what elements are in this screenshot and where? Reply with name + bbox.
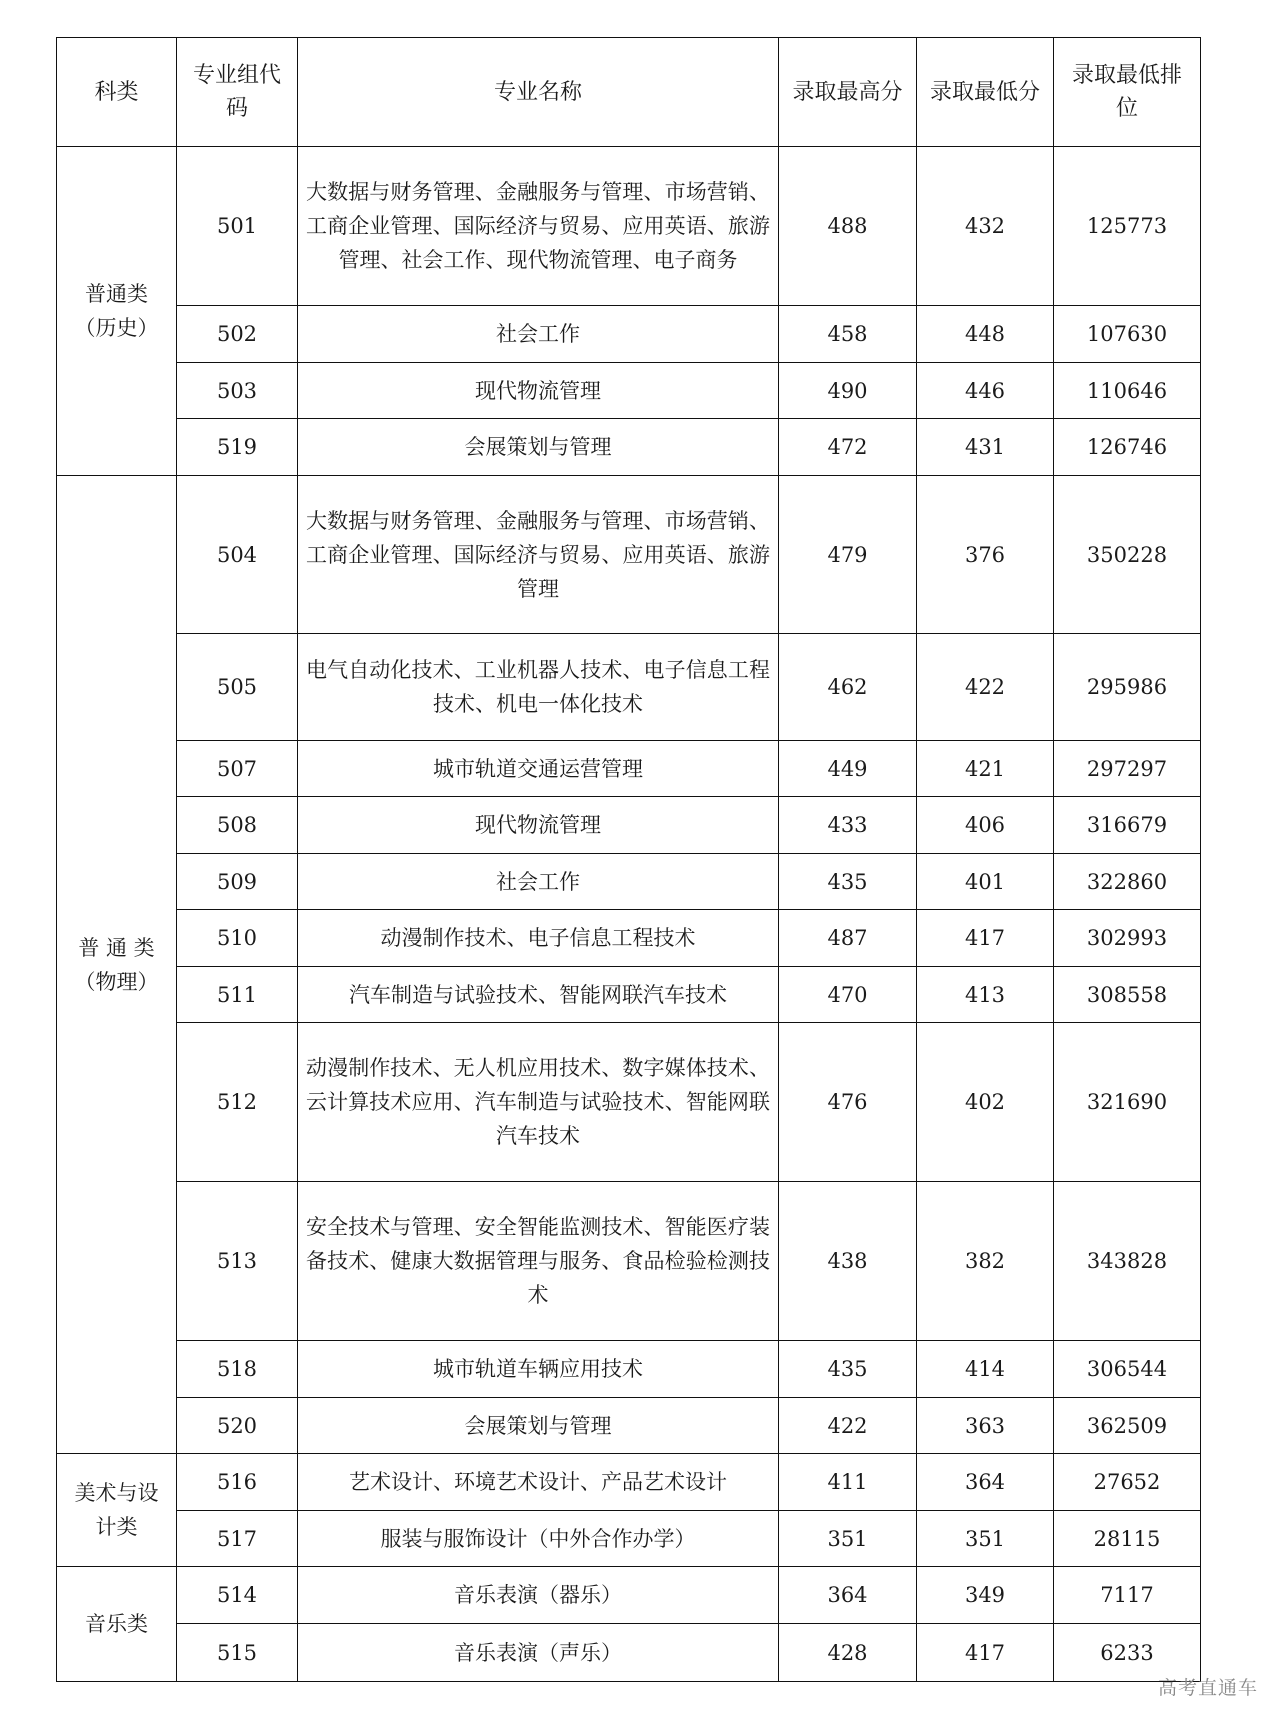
max-score: 458: [779, 306, 917, 363]
table-row: [57, 1398, 1201, 1454]
header-category: 科类: [57, 38, 177, 147]
min-score: 382: [917, 1182, 1054, 1341]
min-rank: 7117: [1054, 1567, 1201, 1624]
category-physics: 普 通 类（物理）: [57, 476, 177, 1454]
min-rank: 316679: [1054, 797, 1201, 854]
min-score: 446: [917, 363, 1054, 419]
group-code: 501: [177, 147, 298, 306]
table-row: [57, 476, 1201, 634]
max-score: 438: [779, 1182, 917, 1341]
group-code: 508: [177, 797, 298, 854]
majors: 大数据与财务管理、金融服务与管理、市场营销、工商企业管理、国际经济与贸易、应用英语、旅游管理: [298, 476, 779, 634]
max-score: 487: [779, 910, 917, 967]
majors: 动漫制作技术、无人机应用技术、数字媒体技术、云计算技术应用、汽车制造与试验技术、智能网联汽车技术: [298, 1023, 779, 1182]
min-score: 364: [917, 1454, 1054, 1511]
table-row: [57, 1511, 1201, 1567]
majors: 会展策划与管理: [298, 1398, 779, 1454]
group-code: 520: [177, 1398, 298, 1454]
majors: 音乐表演（声乐）: [298, 1624, 779, 1682]
majors: 音乐表演（器乐）: [298, 1567, 779, 1624]
group-code: 511: [177, 967, 298, 1023]
majors: 艺术设计、环境艺术设计、产品艺术设计: [298, 1454, 779, 1511]
group-code: 504: [177, 476, 298, 634]
table-row: [57, 910, 1201, 967]
min-score: 402: [917, 1023, 1054, 1182]
majors: 现代物流管理: [298, 797, 779, 854]
min-rank: 27652: [1054, 1454, 1201, 1511]
group-code: 516: [177, 1454, 298, 1511]
majors: 社会工作: [298, 854, 779, 910]
table-row: [57, 1023, 1201, 1182]
group-code: 502: [177, 306, 298, 363]
min-rank: 306544: [1054, 1341, 1201, 1398]
category-art-design: 美术与设计类: [57, 1454, 177, 1567]
group-code: 510: [177, 910, 298, 967]
min-rank: 343828: [1054, 1182, 1201, 1341]
min-rank: 6233: [1054, 1624, 1201, 1682]
header-majors: 专业名称: [298, 38, 779, 147]
max-score: 433: [779, 797, 917, 854]
table-row: [57, 741, 1201, 797]
admissions-table: [56, 37, 1201, 1682]
majors: 社会工作: [298, 306, 779, 363]
table-row: [57, 1567, 1201, 1624]
min-rank: 350228: [1054, 476, 1201, 634]
group-code: 509: [177, 854, 298, 910]
watermark-text: 高考直通车: [1157, 1677, 1258, 1699]
table-row: [57, 797, 1201, 854]
min-rank: 107630: [1054, 306, 1201, 363]
majors: 城市轨道交通运营管理: [298, 741, 779, 797]
min-score: 417: [917, 910, 1054, 967]
group-code: 515: [177, 1624, 298, 1682]
max-score: 462: [779, 634, 917, 741]
header-group-code: 专业组代码: [177, 38, 298, 147]
min-rank: 110646: [1054, 363, 1201, 419]
min-score: 422: [917, 634, 1054, 741]
header-min-score: 录取最低分: [917, 38, 1054, 147]
group-code: 518: [177, 1341, 298, 1398]
group-code: 505: [177, 634, 298, 741]
max-score: 428: [779, 1624, 917, 1682]
min-score: 349: [917, 1567, 1054, 1624]
majors: 汽车制造与试验技术、智能网联汽车技术: [298, 967, 779, 1023]
table-row: [57, 147, 1201, 306]
max-score: 479: [779, 476, 917, 634]
min-rank: 302993: [1054, 910, 1201, 967]
max-score: 435: [779, 1341, 917, 1398]
majors: 城市轨道车辆应用技术: [298, 1341, 779, 1398]
min-score: 376: [917, 476, 1054, 634]
table-row: [57, 1341, 1201, 1398]
table-row: [57, 1182, 1201, 1341]
min-rank: 308558: [1054, 967, 1201, 1023]
min-score: 363: [917, 1398, 1054, 1454]
table-row: [57, 1624, 1201, 1682]
group-code: 503: [177, 363, 298, 419]
table-row: [57, 967, 1201, 1023]
min-score: 421: [917, 741, 1054, 797]
max-score: 435: [779, 854, 917, 910]
header-row: [57, 38, 1201, 147]
min-rank: 295986: [1054, 634, 1201, 741]
min-score: 406: [917, 797, 1054, 854]
majors: 电气自动化技术、工业机器人技术、电子信息工程技术、机电一体化技术: [298, 634, 779, 741]
group-code: 512: [177, 1023, 298, 1182]
min-score: 401: [917, 854, 1054, 910]
min-rank: 321690: [1054, 1023, 1201, 1182]
majors: 现代物流管理: [298, 363, 779, 419]
min-score: 448: [917, 306, 1054, 363]
table-row: [57, 419, 1201, 476]
group-code: 507: [177, 741, 298, 797]
min-score: 351: [917, 1511, 1054, 1567]
max-score: 472: [779, 419, 917, 476]
min-score: 417: [917, 1624, 1054, 1682]
table-row: [57, 1454, 1201, 1511]
majors: 安全技术与管理、安全智能监测技术、智能医疗装备技术、健康大数据管理与服务、食品检验检测技术: [298, 1182, 779, 1341]
category-music: 音乐类: [57, 1567, 177, 1682]
majors: 动漫制作技术、电子信息工程技术: [298, 910, 779, 967]
max-score: 488: [779, 147, 917, 306]
min-score: 413: [917, 967, 1054, 1023]
max-score: 449: [779, 741, 917, 797]
min-rank: 362509: [1054, 1398, 1201, 1454]
majors: 大数据与财务管理、金融服务与管理、市场营销、工商企业管理、国际经济与贸易、应用英语、旅游管理、社会工作、现代物流管理、电子商务: [298, 147, 779, 306]
group-code: 514: [177, 1567, 298, 1624]
max-score: 351: [779, 1511, 917, 1567]
min-rank: 322860: [1054, 854, 1201, 910]
table-row: [57, 363, 1201, 419]
max-score: 476: [779, 1023, 917, 1182]
group-code: 517: [177, 1511, 298, 1567]
max-score: 490: [779, 363, 917, 419]
min-rank: 125773: [1054, 147, 1201, 306]
min-score: 414: [917, 1341, 1054, 1398]
min-rank: 297297: [1054, 741, 1201, 797]
max-score: 470: [779, 967, 917, 1023]
max-score: 422: [779, 1398, 917, 1454]
table-row: [57, 306, 1201, 363]
majors: 服装与服饰设计（中外合作办学）: [298, 1511, 779, 1567]
table-row: [57, 634, 1201, 741]
max-score: 364: [779, 1567, 917, 1624]
table-row: [57, 854, 1201, 910]
min-score: 432: [917, 147, 1054, 306]
category-history: 普通类（历史）: [57, 147, 177, 476]
header-max-score: 录取最高分: [779, 38, 917, 147]
header-min-rank: 录取最低排位: [1054, 38, 1201, 147]
min-score: 431: [917, 419, 1054, 476]
min-rank: 126746: [1054, 419, 1201, 476]
min-rank: 28115: [1054, 1511, 1201, 1567]
max-score: 411: [779, 1454, 917, 1511]
group-code: 519: [177, 419, 298, 476]
majors: 会展策划与管理: [298, 419, 779, 476]
group-code: 513: [177, 1182, 298, 1341]
